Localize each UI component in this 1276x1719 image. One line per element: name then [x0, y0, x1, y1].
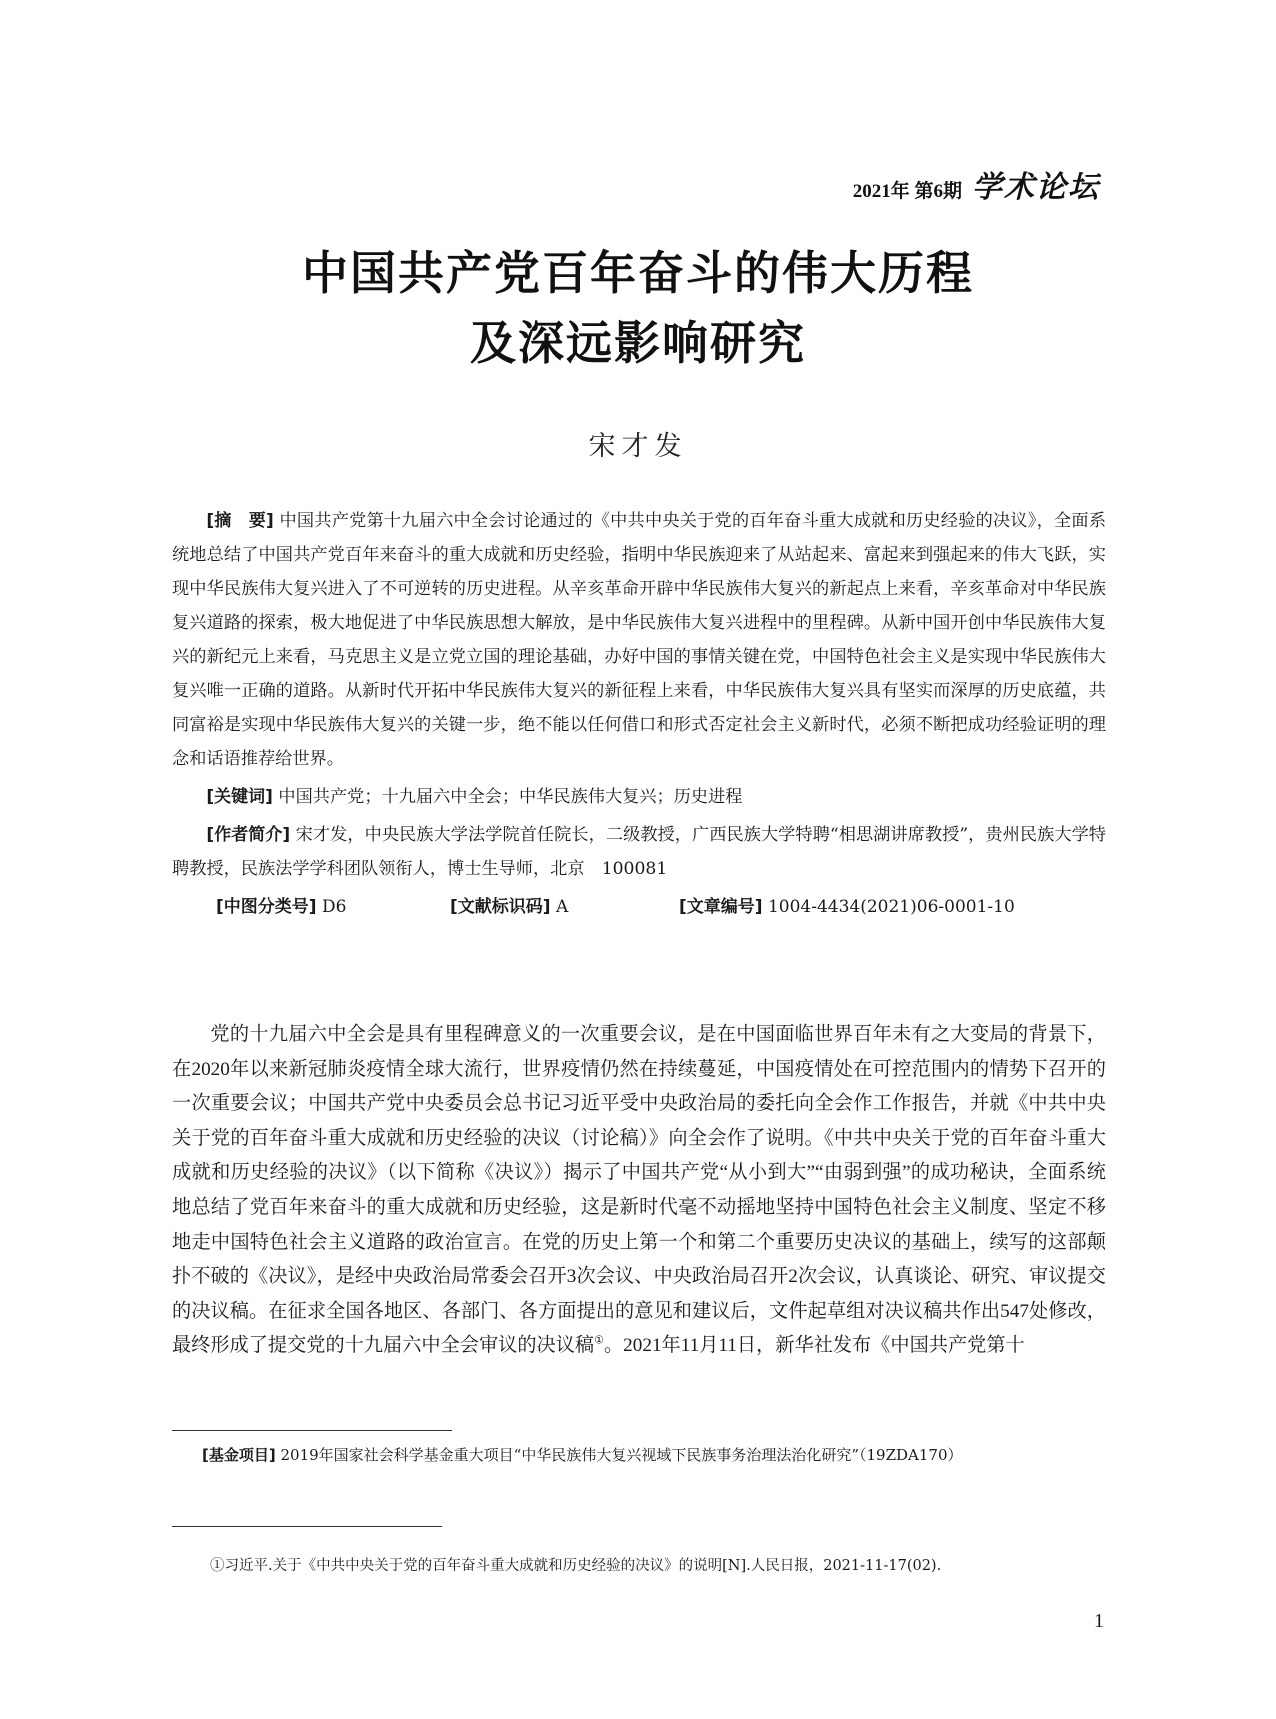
classification-row [172, 890, 1106, 924]
page-number: 1 [1094, 1610, 1104, 1632]
abstract-label: [摘 要] [206, 511, 274, 531]
clc-label: [中图分类号] [216, 897, 317, 917]
body-paragraph-tail: 。2021年11月11日，新华社发布《中国共产党第十 [604, 1335, 1025, 1357]
fund-text: 2019年国家社会科学基金重大项目“中华民族伟大复兴视域下民族事务治理法治化研究”（19ZDA170） [280, 1446, 963, 1464]
article-number [679, 890, 1015, 924]
doc-label: [文献标识码] [450, 897, 551, 917]
issue-label: 2021年 第6期 [852, 181, 962, 202]
author-bio-text: 宋才发，中央民族大学法学院首任院长，二级教授，广西民族大学特聘“相思湖讲席教授”，贵州民族大学特聘教授，民族法学学科团队领衔人，博士生导师，北京 100081 [172, 825, 1106, 879]
footnote: ①习近平.关于《中共中央关于党的百年奋斗重大成就和历史经验的决议》的说明[N].人民日报，2021-11-17(02). [210, 1558, 942, 1574]
article-number-value: 1004-4434(2021)06-0001-10 [767, 897, 1015, 917]
author-bio-label: [作者简介] [206, 825, 291, 845]
body-paragraph [172, 1018, 1106, 1364]
clc-value: D6 [321, 897, 347, 917]
abstract-text: 中国共产党第十九届六中全会讨论通过的《中共中央关于党的百年奋斗重大成就和历史经验的决议》，全面系统地总结了中国共产党百年来奋斗的重大成就和历史经验，指明中华民族迎来了从站起来、富起来到强起来的伟大飞跃，实现中华民族伟大复兴进入了不可逆转的历史进程。从辛亥革命开辟中华民族伟大复兴的新起点上来看，辛亥革命对中华民族复兴道路的探索，极大地促进了中华民族思想大解放，是中华民族伟大复兴进程中的里程碑。从新中国开创中华民族伟大复兴的新纪元上来看，马克思主义是立党立国的理论基础，办好中国的事情关键在党，中国特色社会主义是实现中华民族伟大复兴唯一正确的道路。从新时代开拓中华民族伟大复兴的新征程上来看，中华民族伟大复兴具有坚实而深厚的历史底蕴，共同富裕是实现中华民族伟大复兴的关键一步，绝不能以任何借口和形式否定社会主义新时代，必须不断把成功经验证明的理念和话语推荐给世界。 [172, 511, 1107, 769]
journal-header [853, 162, 1100, 206]
keywords-text: 中国共产党；十九届六中全会；中华民族伟大复兴；历史进程 [278, 787, 743, 807]
title-line-2: 及深远影响研究 [470, 316, 806, 370]
fund-paragraph [172, 1440, 1106, 1470]
fund-divider [172, 1430, 452, 1431]
footnote-divider [172, 1526, 442, 1527]
article-number-label: [文章编号] [679, 897, 763, 917]
doc-value: A [555, 897, 569, 917]
keywords [172, 780, 1106, 814]
fund-note [172, 1440, 1106, 1470]
abstract [172, 504, 1106, 776]
keywords-label: [关键词] [206, 787, 273, 807]
author-bio [172, 818, 1106, 886]
footnote-ref[interactable]: ① [594, 1334, 604, 1347]
body-text [172, 1018, 1106, 1364]
title-line-1: 中国共产党百年奋斗的伟大历程 [302, 246, 974, 300]
fund-label: [基金项目] [202, 1446, 276, 1464]
doc-code [450, 890, 679, 924]
front-matter [172, 504, 1106, 924]
article-title [0, 238, 1276, 378]
body-paragraph-text: 党的十九届六中全会是具有里程碑意义的一次重要会议，是在中国面临世界百年未有之大变局的背景下，在2020年以来新冠肺炎疫情全球大流行，世界疫情仍然在持续蔓延，中国疫情处在可控范围内的情势下召开的一次重要会议；中国共产党中央委员会总书记习近平受中央政治局的委托向全会作工作报告，并就《中共中央关于党的百年奋斗重大成就和历史经验的决议（讨论稿）》向全会作了说明。《中共中央关于党的百年奋斗重大成就和历史经验的决议》（以下简称《决议》）揭示了中国共产党“从小到大”“由弱到强”的成功秘诀，全面系统地总结了党百年来奋斗的重大成就和历史经验，这是新时代毫不动摇地坚持中国特色社会主义制度、坚定不移地走中国特色社会主义道路的政治宣言。在党的历史上第一个和第二个重要历史决议的基础上，续写的这部颠扑不破的《决议》，是经中央政治局常委会召开3次会议、中央政治局召开2次会议，认真谈论、研究、审议提交的决议稿。在征求全国各地区、各部门、各方面提出的意见和建议后，文件起草组对决议稿共作出547处修改，最终形成了提交党的十九届六中全会审议的决议稿 [172, 1024, 1106, 1357]
journal-logo: 学术论坛 [972, 170, 1100, 205]
article-author: 宋才发 [588, 431, 688, 462]
clc-code [216, 890, 450, 924]
